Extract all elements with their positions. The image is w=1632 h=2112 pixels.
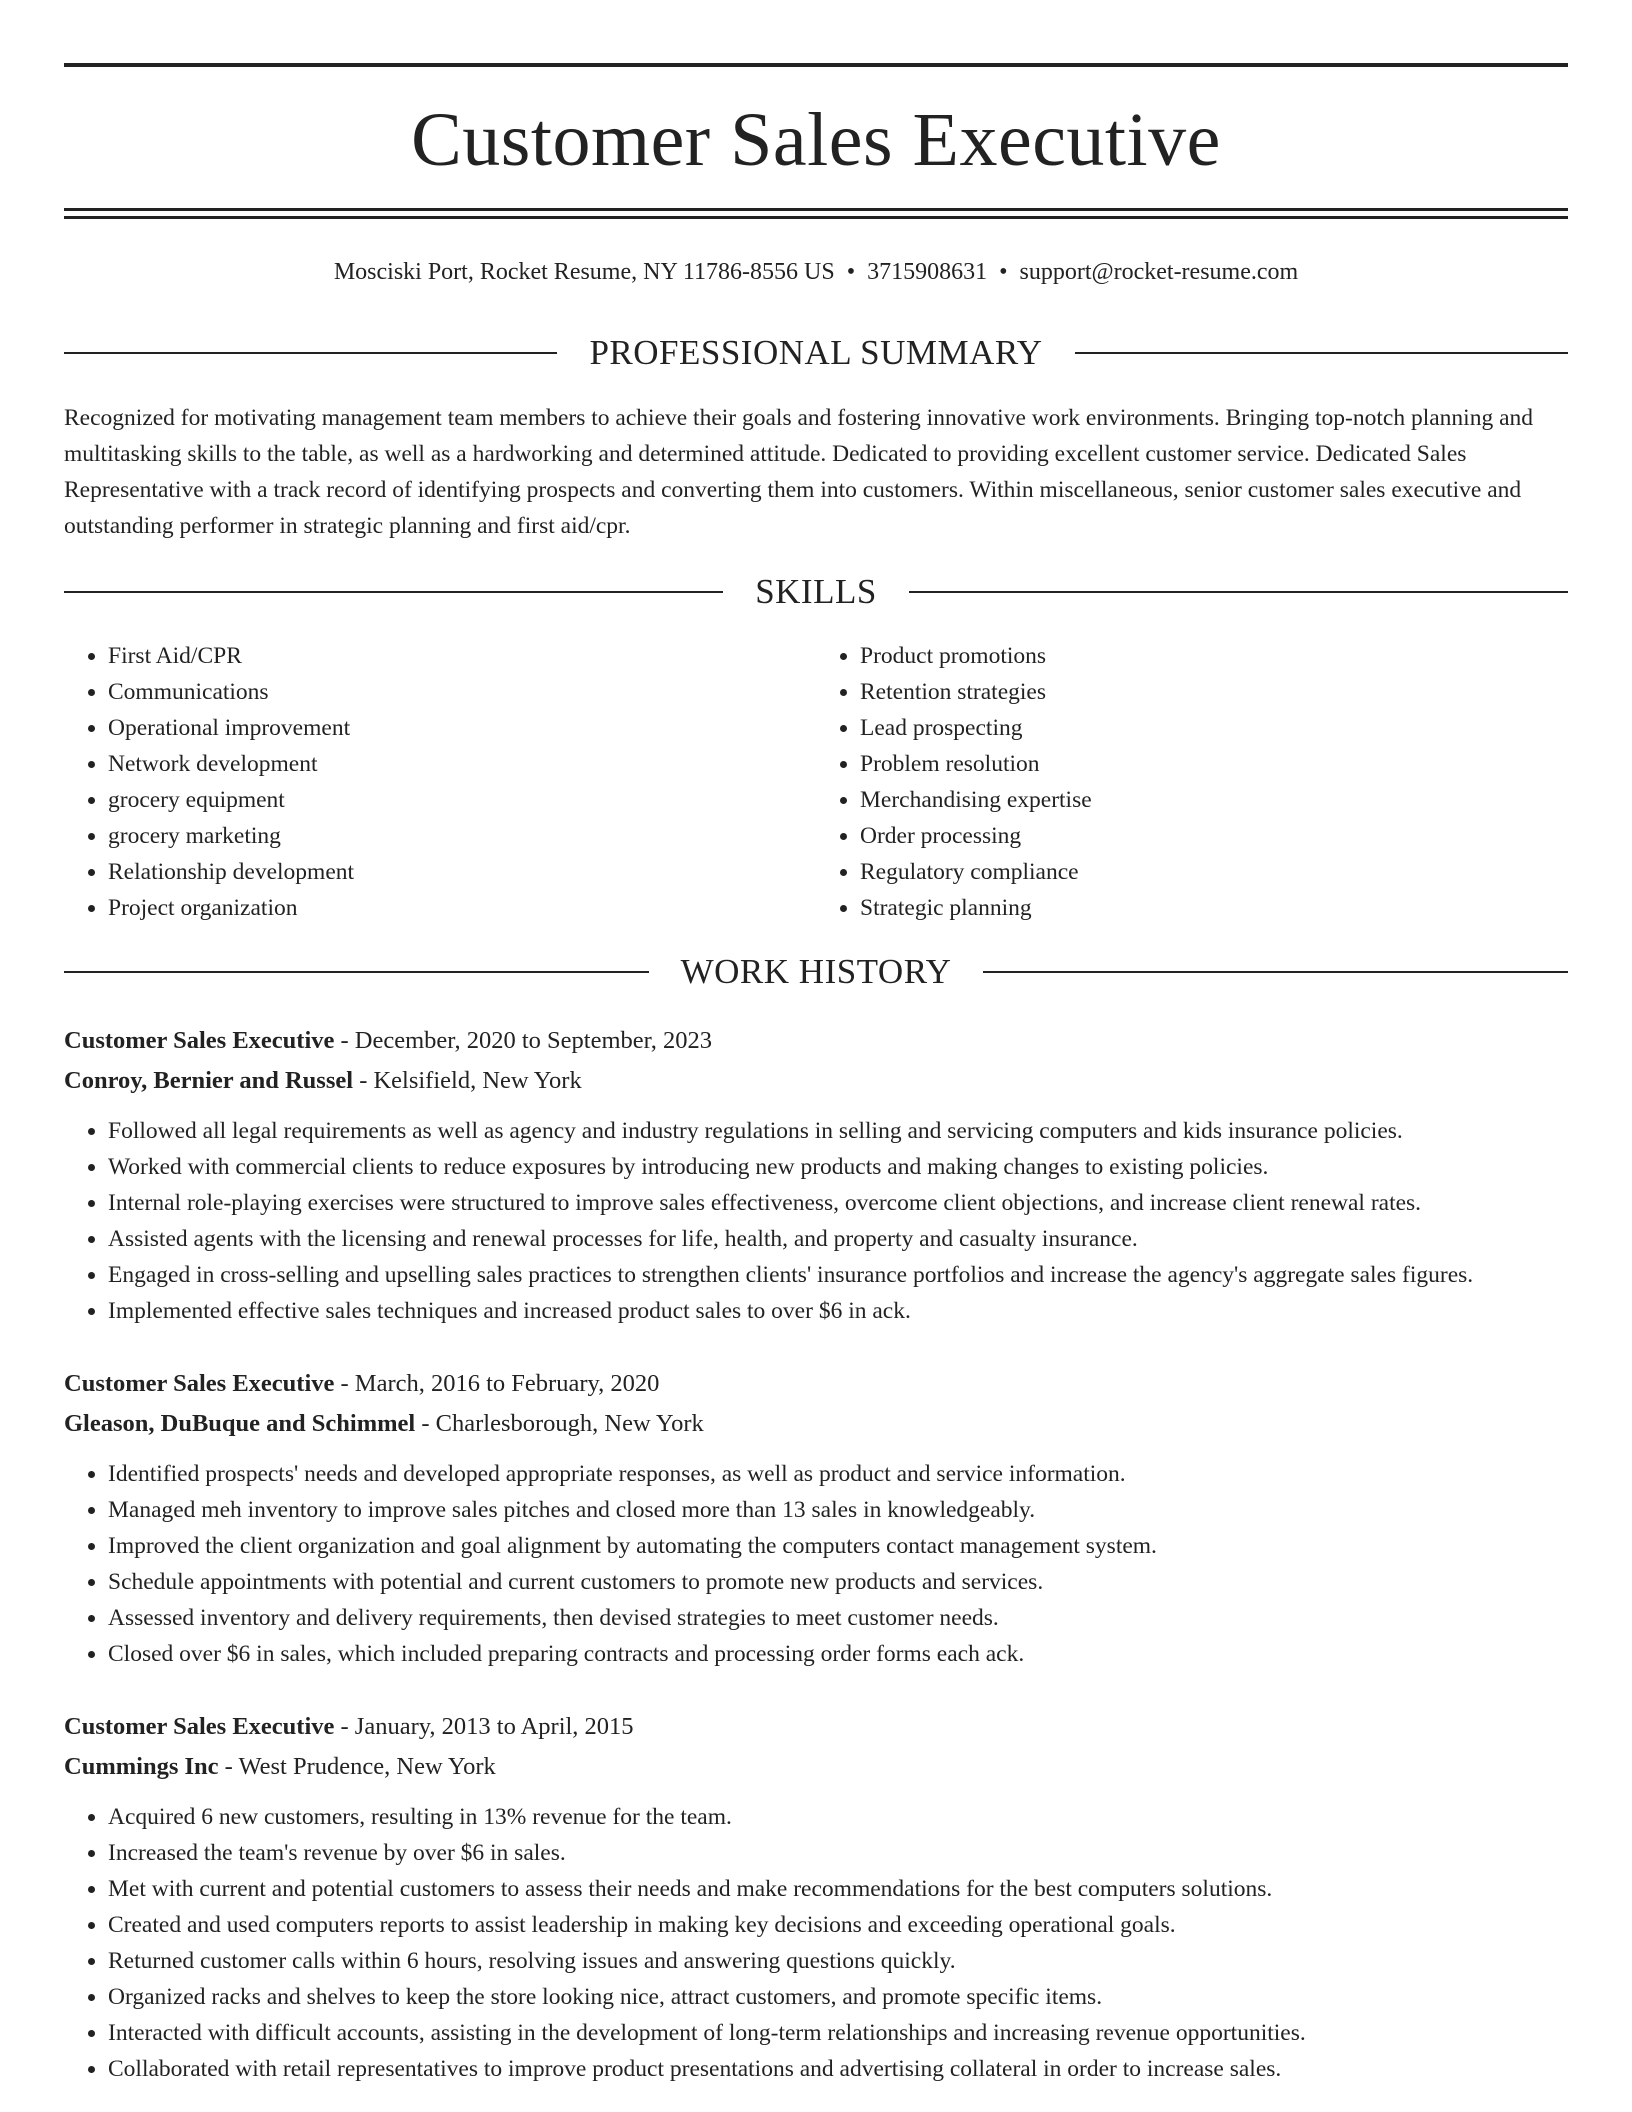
job-bullet: • Implemented effective sales techniques and increased product sales to over $6 in ack. (108, 1293, 1568, 1329)
header-double-rule-upper (64, 208, 1568, 211)
job-location: - Kelsifield, New York (353, 1067, 582, 1094)
section-rule-right (983, 971, 1568, 973)
job-bullet: • Followed all legal requirements as well as agency and industry regulations in selling and servicing computers and kids insurance policies. (108, 1113, 1568, 1149)
job-bullet: • Created and used computers reports to assist leadership in making key decisions and exceeding operational goals. (108, 1907, 1568, 1943)
job-bullets (64, 1799, 1568, 2087)
contact-separator: • (846, 259, 856, 285)
skill-item: • Regulatory compliance (860, 854, 1568, 890)
job-bullet: • Organized racks and shelves to keep the store looking nice, attract customers, and promote specific items. (108, 1979, 1568, 2015)
skill-item: • Project organization (108, 890, 816, 926)
section-rule-right (1075, 352, 1568, 354)
job-company: Cummings Inc (64, 1753, 219, 1780)
job-bullet: • Interacted with difficult accounts, assisting in the development of long-term relationships and increasing revenue opportunities. (108, 2015, 1568, 2051)
skill-item: • Relationship development (108, 854, 816, 890)
job-company-line (64, 1404, 1568, 1444)
skill-item: • Order processing (860, 818, 1568, 854)
skills-column-right (816, 638, 1568, 926)
skills-column-left (64, 638, 816, 926)
job-bullet: • Managed meh inventory to improve sales pitches and closed more than 13 sales in knowledgeably. (108, 1492, 1568, 1528)
job-company-line (64, 1061, 1568, 1101)
section-rule-right (909, 591, 1568, 593)
job-bullets (64, 1456, 1568, 1672)
contact-separator: • (999, 259, 1008, 285)
job-role-line (64, 1707, 1568, 1747)
section-title: SKILLS (755, 572, 877, 611)
skill-item: • Operational improvement (108, 710, 816, 746)
job-dates: - January, 2013 to April, 2015 (334, 1713, 634, 1740)
job-dates: - March, 2016 to February, 2020 (334, 1370, 660, 1397)
skills-list (64, 638, 1568, 926)
job-bullet: • Identified prospects' needs and developed appropriate responses, as well as product and service information. (108, 1456, 1568, 1492)
section-rule-left (64, 591, 723, 593)
job-bullet: • Closed over $6 in sales, which included preparing contracts and processing order forms each ack. (108, 1636, 1568, 1672)
contact-line (64, 256, 1568, 288)
job-bullet: • Assisted agents with the licensing and renewal processes for life, health, and property and casualty insurance. (108, 1221, 1568, 1257)
job-bullet: • Met with current and potential customers to assess their needs and make recommendations for the best computers solutions. (108, 1871, 1568, 1907)
job-bullets (64, 1113, 1568, 1329)
job-company: Gleason, DuBuque and Schimmel (64, 1410, 416, 1437)
job-location: - Charlesborough, New York (415, 1410, 704, 1437)
job-company-line (64, 1747, 1568, 1787)
section-rule-left (64, 971, 649, 973)
header-double-rule-lower (64, 216, 1568, 219)
job-role-line (64, 1364, 1568, 1404)
skill-item: • Problem resolution (860, 746, 1568, 782)
skill-item: • grocery marketing (108, 818, 816, 854)
skill-item: • First Aid/CPR (108, 638, 816, 674)
section-heading-skills (64, 570, 1568, 614)
contact-phone: 3715908631 (867, 259, 988, 285)
job-bullet: • Worked with commercial clients to reduce exposures by introducing new products and making changes to existing policies. (108, 1149, 1568, 1185)
contact-address: Mosciski Port, Rocket Resume, NY 11786-8556 US (333, 259, 835, 285)
job-role-line (64, 1021, 1568, 1061)
job-dates: - December, 2020 to September, 2023 (334, 1027, 713, 1054)
job-bullet: • Improved the client organization and goal alignment by automating the computers contact management system. (108, 1528, 1568, 1564)
section-heading-work-history (64, 950, 1568, 994)
skill-item: • Strategic planning (860, 890, 1568, 926)
skill-item: • grocery equipment (108, 782, 816, 818)
job-bullet: • Schedule appointments with potential and current customers to promote new products and services. (108, 1564, 1568, 1600)
section-rule-left (64, 352, 557, 354)
job-entry (64, 1364, 1568, 1672)
section-heading-summary (64, 331, 1568, 375)
job-entry (64, 1021, 1568, 1329)
header-top-rule (64, 63, 1568, 67)
job-entry (64, 1707, 1568, 2087)
job-company: Conroy, Bernier and Russel (64, 1067, 354, 1094)
resume-title: Customer Sales Executive (411, 98, 1221, 182)
job-bullet: • Engaged in cross-selling and upselling sales practices to strengthen clients' insurance portfolios and increase the agency's aggregate sales figures. (108, 1257, 1568, 1293)
job-role: Customer Sales Executive (64, 1370, 335, 1397)
job-bullet: • Assessed inventory and delivery requirements, then devised strategies to meet customer needs. (108, 1600, 1568, 1636)
job-bullet: • Internal role-playing exercises were structured to improve sales effectiveness, overcome client objections, and increase client renewal rates. (108, 1185, 1568, 1221)
job-bullet: • Returned customer calls within 6 hours, resolving issues and answering questions quickly. (108, 1943, 1568, 1979)
skill-item: • Lead prospecting (860, 710, 1568, 746)
job-bullet: • Acquired 6 new customers, resulting in 13% revenue for the team. (108, 1799, 1568, 1835)
job-location: - West Prudence, New York (218, 1753, 496, 1780)
job-bullet: • Collaborated with retail representatives to improve product presentations and advertising collateral in order to increase sales. (108, 2051, 1568, 2087)
contact-email: support@rocket-resume.com (1019, 259, 1299, 285)
section-title: WORK HISTORY (680, 952, 952, 991)
job-bullet: • Increased the team's revenue by over $6 in sales. (108, 1835, 1568, 1871)
skill-item: • Communications (108, 674, 816, 710)
skill-item: • Retention strategies (860, 674, 1568, 710)
job-role: Customer Sales Executive (64, 1027, 335, 1054)
skill-item: • Merchandising expertise (860, 782, 1568, 818)
job-role: Customer Sales Executive (64, 1713, 335, 1740)
summary-text: Recognized for motivating management team members to achieve their goals and fostering innovative work environments. Bringing top-notch planning and multitasking skills to the table, as well as a hardworking and determined attitude. Dedicated to providing excellent customer service. Dedicated Sales Representative with a track record of identifying prospects and converting them into customers. Within miscellaneous, senior customer sales executive and outstanding performer in strategic planning and first aid/cpr. (64, 405, 1534, 539)
skill-item: • Network development (108, 746, 816, 782)
section-title: PROFESSIONAL SUMMARY (589, 333, 1043, 372)
skill-item: • Product promotions (860, 638, 1568, 674)
